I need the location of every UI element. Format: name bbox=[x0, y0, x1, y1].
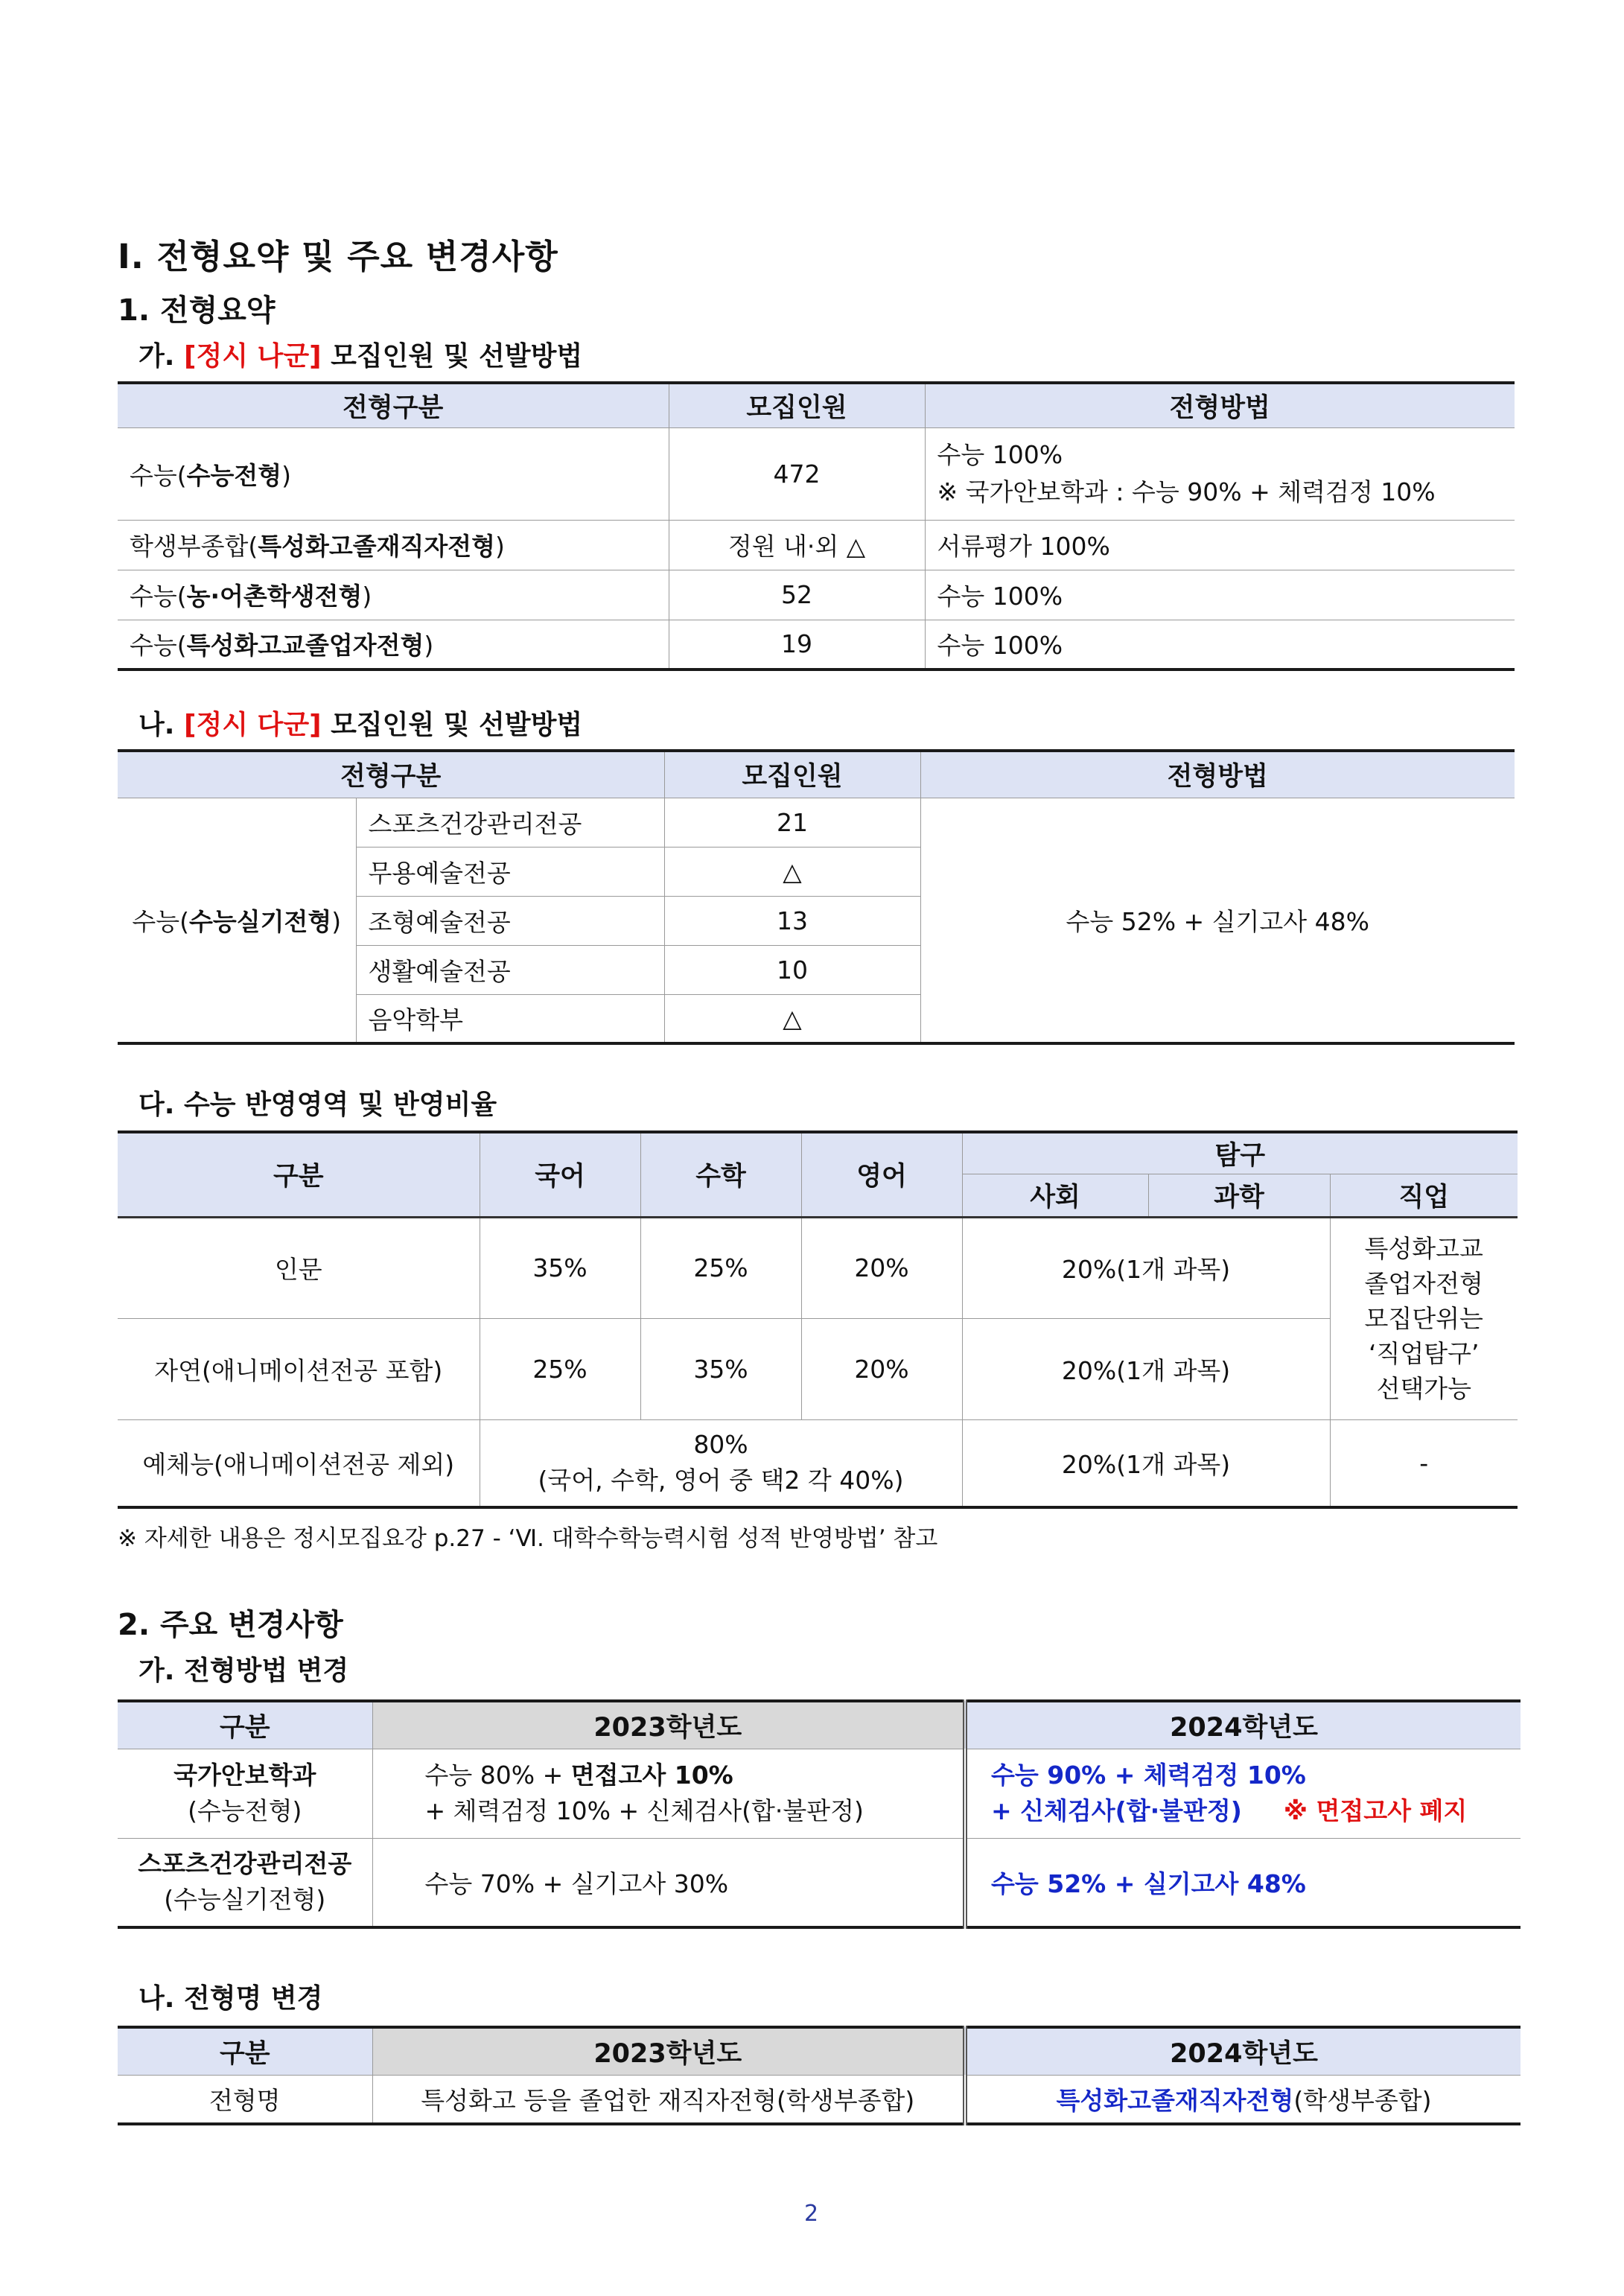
heading-change-method: 가. 전형방법 변경 bbox=[138, 1656, 349, 1686]
cell-count: 13 bbox=[664, 896, 920, 945]
table-header: 국어 bbox=[480, 1132, 640, 1217]
cell-value: 35% bbox=[640, 1318, 801, 1419]
table-header: 모집인원 bbox=[664, 751, 920, 798]
table-header: 구분 bbox=[118, 1132, 480, 1217]
heading-ga-tag: [정시 나군] bbox=[184, 341, 322, 372]
cell-method: 수능 52% + 실기고사 48% bbox=[920, 798, 1515, 1043]
table-header: 전형구분 bbox=[118, 383, 669, 427]
table-row bbox=[118, 1419, 1518, 1507]
table-row bbox=[118, 427, 1515, 520]
cell-value: 20%(1개 과목) bbox=[962, 1217, 1330, 1318]
table-header: 2023학년도 bbox=[372, 1701, 965, 1749]
cell-count: 472 bbox=[669, 427, 925, 520]
heading-ga-prefix: 가. bbox=[138, 341, 184, 372]
heading-na-tag: [정시 다군] bbox=[184, 710, 322, 740]
table-row bbox=[118, 1749, 1520, 1838]
heading-ga bbox=[138, 335, 582, 373]
cell-label: 인문 bbox=[118, 1217, 480, 1318]
cell-major: 생활예술전공 bbox=[356, 945, 664, 994]
table-header: 사회 bbox=[962, 1174, 1148, 1217]
table-row bbox=[118, 620, 1515, 670]
table-header: 전형구분 bbox=[118, 751, 664, 798]
cell-2023: 수능 80% + 면접고사 10% + 체력검정 10% + 신체검사(합·불판정) bbox=[372, 1749, 965, 1838]
subsection-title-summary: 1. 전형요약 bbox=[118, 293, 276, 328]
table-header: 2023학년도 bbox=[372, 2027, 965, 2075]
cell-value: 20%(1개 과목) bbox=[962, 1419, 1330, 1507]
cell-label: 예체능(애니메이션전공 제외) bbox=[118, 1419, 480, 1507]
heading-change-name: 나. 전형명 변경 bbox=[138, 1983, 323, 2014]
table-header: 영어 bbox=[801, 1132, 962, 1217]
table-ga bbox=[118, 381, 1515, 671]
table-header: 2024학년도 bbox=[965, 2027, 1520, 2075]
table-header: 전형방법 bbox=[920, 751, 1515, 798]
table-header: 2024학년도 bbox=[965, 1701, 1520, 1749]
cell-major: 무용예술전공 bbox=[356, 847, 664, 896]
cell-label: 자연(애니메이션전공 포함) bbox=[118, 1318, 480, 1419]
cell-count: 19 bbox=[669, 620, 925, 670]
cell-value: 25% bbox=[640, 1217, 801, 1318]
table-header: 과학 bbox=[1148, 1174, 1330, 1217]
cell-type: 수능(수능실기전형) bbox=[118, 798, 356, 1043]
cell-count: 10 bbox=[664, 945, 920, 994]
cell-count: 52 bbox=[669, 570, 925, 620]
cell-value: - bbox=[1330, 1419, 1518, 1507]
table-row bbox=[118, 1838, 1520, 1927]
table-da bbox=[118, 1130, 1518, 1509]
table-header: 탐구 bbox=[962, 1132, 1518, 1174]
cell-major: 스포츠건강관리전공 bbox=[356, 798, 664, 847]
cell-value: 25% bbox=[480, 1318, 640, 1419]
cell-label: 전형명 bbox=[118, 2075, 372, 2124]
cell-label: 스포츠건강관리전공 (수능실기전형) bbox=[118, 1838, 372, 1927]
cell-count: △ bbox=[664, 847, 920, 896]
cell-major: 조형예술전공 bbox=[356, 896, 664, 945]
cell-method: 수능 100% bbox=[925, 620, 1515, 670]
cell-type: 수능(농·어촌학생전형) bbox=[118, 570, 669, 620]
cell-2023: 특성화고 등을 졸업한 재직자전형(학생부종합) bbox=[372, 2075, 965, 2124]
cell-type: 수능(특성화고교졸업자전형) bbox=[118, 620, 669, 670]
cell-label: 국가안보학과 (수능전형) bbox=[118, 1749, 372, 1838]
table-row bbox=[118, 798, 1515, 847]
reference-note: ※ 자세한 내용은 정시모집요강 p.27 - ‘Ⅵ. 대학수학능력시험 성적 반영방법’ 참고 bbox=[118, 1525, 938, 1552]
cell-method: 서류평가 100% bbox=[925, 520, 1515, 570]
heading-na bbox=[138, 704, 582, 742]
heading-na-prefix: 나. bbox=[138, 710, 184, 740]
section-title: Ⅰ. 전형요약 및 주요 변경사항 bbox=[118, 237, 558, 276]
heading-ga-suffix: 모집인원 및 선발방법 bbox=[321, 341, 583, 372]
cell-value: 80% (국어, 수학, 영어 중 택2 각 40%) bbox=[480, 1419, 962, 1507]
cell-job-note: 특성화고교 졸업자전형 모집단위는 ‘직업탐구’ 선택가능 bbox=[1330, 1217, 1518, 1419]
cell-2024: 특성화고졸재직자전형(학생부종합) bbox=[965, 2075, 1520, 2124]
cell-2024: 수능 52% + 실기고사 48% bbox=[965, 1838, 1520, 1927]
table-header: 구분 bbox=[118, 2027, 372, 2075]
cell-count: 정원 내·외 △ bbox=[669, 520, 925, 570]
cell-method: 수능 100% ※ 국가안보학과 : 수능 90% + 체력검정 10% bbox=[925, 427, 1515, 520]
table-change-method bbox=[118, 1699, 1520, 1929]
cell-count: 21 bbox=[664, 798, 920, 847]
table-na bbox=[118, 749, 1515, 1045]
table-row bbox=[118, 1318, 1518, 1419]
table-row bbox=[118, 1217, 1518, 1318]
table-header: 수학 bbox=[640, 1132, 801, 1217]
cell-method: 수능 100% bbox=[925, 570, 1515, 620]
cell-value: 35% bbox=[480, 1217, 640, 1318]
table-row bbox=[118, 2075, 1520, 2124]
table-header: 모집인원 bbox=[669, 383, 925, 427]
cell-value: 20%(1개 과목) bbox=[962, 1318, 1330, 1419]
table-header: 구분 bbox=[118, 1701, 372, 1749]
page-number: 2 bbox=[804, 2201, 819, 2227]
heading-na-suffix: 모집인원 및 선발방법 bbox=[321, 710, 583, 740]
cell-2024: 수능 90% + 체력검정 10% + 신체검사(합·불판정) ※ 면접고사 폐지 bbox=[965, 1749, 1520, 1838]
cell-type: 수능(수능전형) bbox=[118, 427, 669, 520]
table-header: 전형방법 bbox=[925, 383, 1515, 427]
table-row bbox=[118, 520, 1515, 570]
cell-count: △ bbox=[664, 994, 920, 1043]
cell-major: 음악학부 bbox=[356, 994, 664, 1043]
cell-type: 학생부종합(특성화고졸재직자전형) bbox=[118, 520, 669, 570]
subsection-title-changes: 2. 주요 변경사항 bbox=[118, 1608, 343, 1642]
cell-value: 20% bbox=[801, 1318, 962, 1419]
heading-da: 다. 수능 반영영역 및 반영비율 bbox=[138, 1090, 497, 1120]
table-header: 직업 bbox=[1330, 1174, 1518, 1217]
cell-2023: 수능 70% + 실기고사 30% bbox=[372, 1838, 965, 1927]
table-row bbox=[118, 570, 1515, 620]
table-change-name bbox=[118, 2026, 1520, 2125]
cell-value: 20% bbox=[801, 1217, 962, 1318]
